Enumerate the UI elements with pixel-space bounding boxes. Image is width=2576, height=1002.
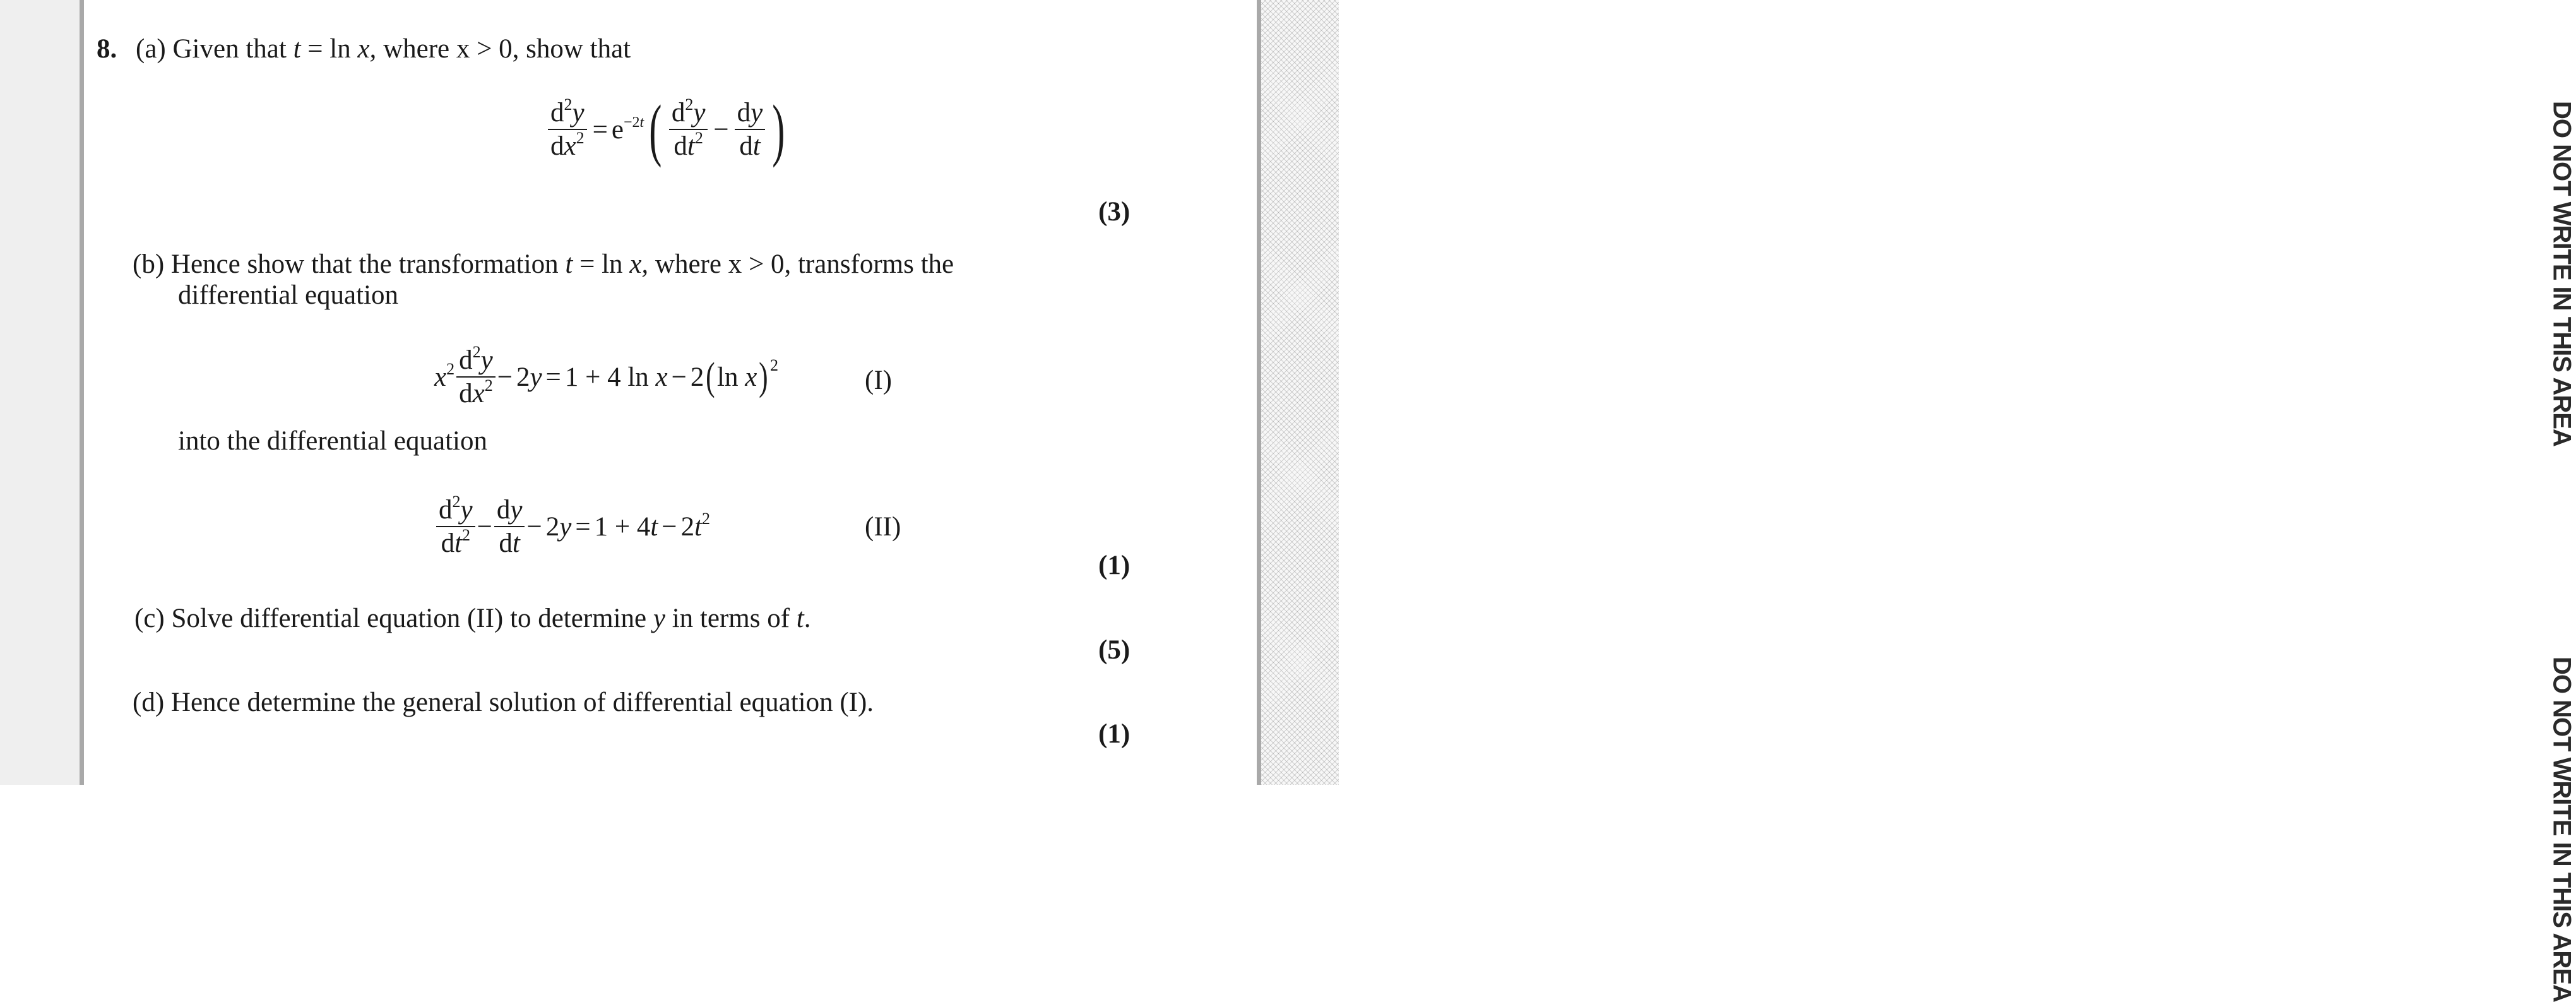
margin-warning-top: DO NOT WRITE IN THIS AREA (2548, 101, 2576, 446)
left-border-rule (80, 0, 84, 785)
equation-II: $\frac{d^2y}{dt^2}$ − $\frac{dy}{dt}$ − 2y = 1 + 4t − $2t^2$ (434, 496, 710, 558)
equation-I-label: (I) (865, 366, 892, 395)
no-write-hatched-margin (1261, 0, 2576, 1002)
part-b-line3: into the differential equation (178, 426, 487, 456)
equation-part-a: $\frac{d^2y}{dx^2}$ = $e^{-2t}$ ( $\frac{d^2y}{dt^2}$ − $\frac{dy}{dt}$ ) (546, 95, 790, 164)
equation-II-label: (II) (865, 512, 901, 542)
part-b-line1: (b) Hence show that the transformation t = ln x, where x > 0, transforms the (133, 249, 954, 279)
part-a-line: (a) Given that t = ln x, where x > 0, show that (136, 34, 631, 64)
part-a-marks: (3) (1098, 197, 1131, 227)
part-c-label: (c) (134, 604, 165, 633)
part-b-marks: (1) (1098, 551, 1131, 580)
right-border-rule (1257, 0, 1261, 785)
part-b-label: (b) (133, 249, 165, 279)
part-d-label: (d) (133, 688, 165, 717)
part-d-line: (d) Hence determine the general solution of differential equation (I). (133, 688, 874, 717)
part-c-marks: (5) (1098, 635, 1131, 665)
margin-warning-bottom: DO NOT WRITE IN THIS AREA (2548, 657, 2576, 1002)
equation-I: $x^2$ $\frac{d^2y}{dx^2}$ − 2y = 1 + 4 ln x − 2 ( ln x ) $^2$ (434, 343, 778, 409)
question-number: 8. (97, 34, 117, 64)
part-d-marks: (1) (1098, 719, 1131, 749)
part-c-line: (c) Solve differential equation (II) to determine y in terms of t. (134, 604, 811, 633)
left-margin (0, 0, 80, 785)
part-b-line2: differential equation (178, 280, 399, 310)
part-a-label: (a) (136, 34, 166, 64)
